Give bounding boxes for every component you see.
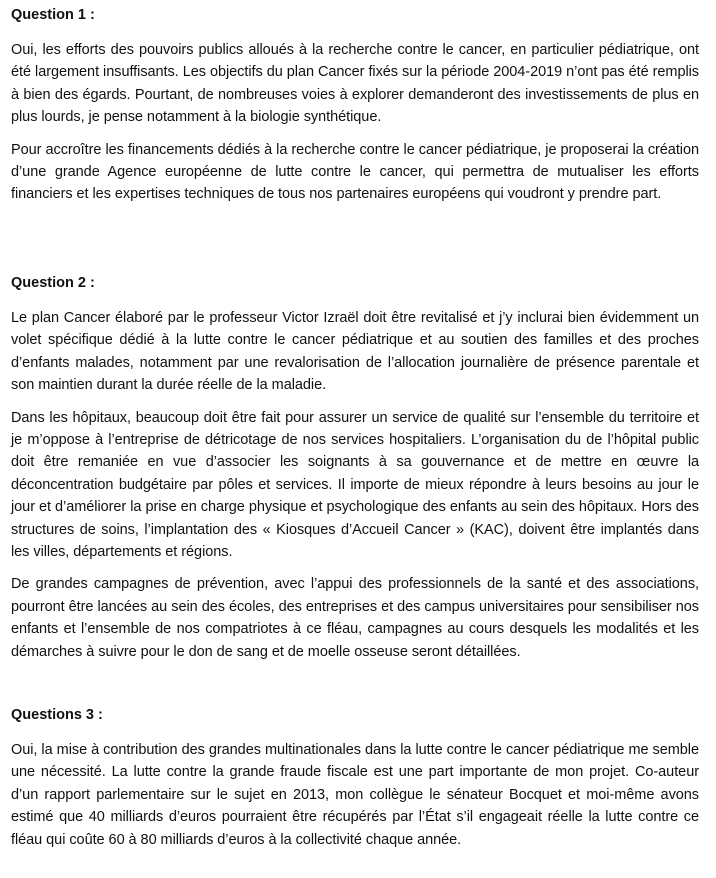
question-3-section xyxy=(11,704,699,851)
question-2-title: Question 2 : xyxy=(11,275,95,291)
question-1-section xyxy=(11,4,699,206)
question-2-section xyxy=(11,272,699,663)
question-1-title: Question 1 : xyxy=(11,7,95,23)
question-2-paragraph-1: Le plan Cancer élaboré par le professeur Victor Izraël doit être revitalisé et j’y inclurai bien évidemment un volet spécifique dédié à la lutte contre le cancer pédiatrique et au soutien des familles et des proches d’enfants malades, notamment par une revalorisation de l’allocation journalière de présence parentale et son maintien durant la durée réelle de la maladie. xyxy=(11,310,699,394)
question-3-paragraph-1: Oui, la mise à contribution des grandes multinationales dans la lutte contre le cancer pédiatrique me semble une nécessité. La lutte contre la grande fraude fiscale est une part importante de mon projet. Co-auteur d’un rapport parlementaire sur le sujet en 2013, mon collègue le sénateur Bocquet et moi-même avons estimé que 40 milliards d’euros pourraient être récupérés par l’État s’il engageait réelle la lutte contre ce fléau qui coûte 60 à 80 milliards d’euros à la collectivité chaque année. xyxy=(11,742,699,848)
question-1-paragraph-2: Pour accroître les financements dédiés à la recherche contre le cancer pédiatrique, je proposerai la création d’une grande Agence européenne de lutte contre le cancer, qui permettra de mutualiser les efforts financiers et les expertises techniques de tous nos partenaires européens qui voudront y prendre part. xyxy=(11,141,699,203)
question-3-title: Questions 3 : xyxy=(11,707,103,723)
question-2-paragraph-2: Dans les hôpitaux, beaucoup doit être fait pour assurer un service de qualité sur l’ensemble du territoire et je m’oppose à l’entreprise de détricotage de nos services hospitaliers. L’organisation du de l’hôpital public doit être remaniée en vue d’associer les soignants à sa gouvernance et de mettre en œuvre la déconcentration budgétaire par pôles et services. Il importe de mieux répondre à leurs besoins au jour le jour et d’améliorer la prise en charge physique et psychologique des enfants au sein des hôpitaux. Hors des structures de soins, l’implantation des « Kiosques d’Accueil Cancer » (KAC), doivent être implantés dans les villes, départements et régions. xyxy=(11,409,699,561)
question-2-paragraph-3: De grandes campagnes de prévention, avec l’appui des professionnels de la santé et des associations, pourront être lancées au sein des écoles, des entreprises et des campus universitaires pour sensibiliser nos enfants et l’ensemble de nos compatriotes à ce fléau, campagnes au cours desquels les modalités et les démarches à suivre pour le don de sang et de moelle osseuse seront détaillées. xyxy=(11,576,699,660)
question-1-paragraph-1: Oui, les efforts des pouvoirs publics alloués à la recherche contre le cancer, en particulier pédiatrique, ont été largement insuffisants. Les objectifs du plan Cancer fixés sur la période 2004-2019 n’ont pas été remplis à bien des égards. Pourtant, de nombreuses voies à explorer demanderont des investissements de plus en plus lourds, je pense notamment à la biologie synthétique. xyxy=(11,42,699,126)
